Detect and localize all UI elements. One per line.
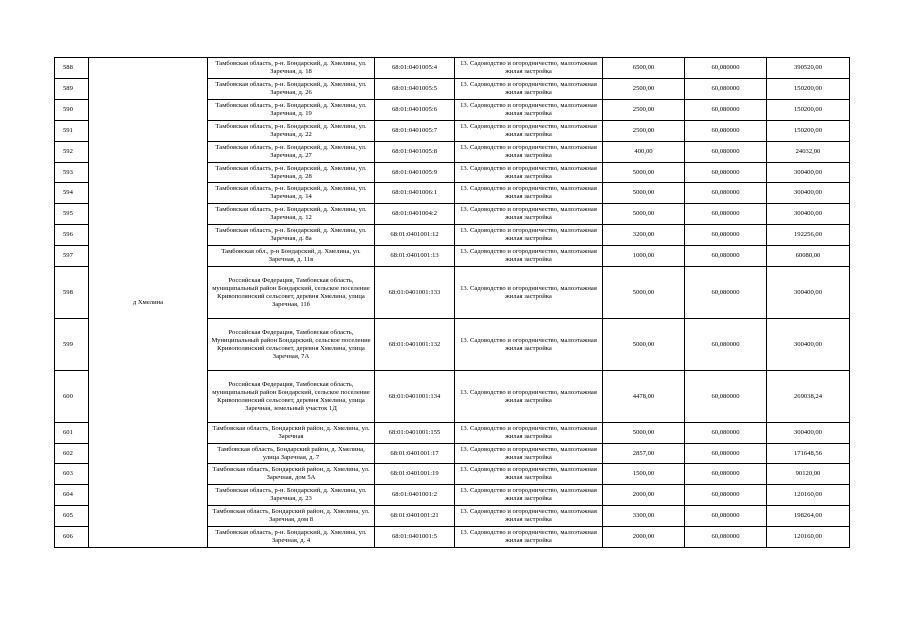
area-cell: 5000,00 — [603, 423, 685, 444]
area-cell: 5000,00 — [603, 163, 685, 183]
rate-cell: 60,080000 — [685, 319, 767, 371]
cadastral-value-cell: 300400,00 — [767, 423, 850, 444]
cadastral-value-cell: 300400,00 — [767, 163, 850, 183]
area-cell: 400,00 — [603, 142, 685, 163]
row-number: 601 — [55, 423, 89, 444]
cadastral-value-cell: 198264,00 — [767, 506, 850, 527]
row-number: 596 — [55, 225, 89, 246]
area-cell: 2000,00 — [603, 485, 685, 506]
row-number: 604 — [55, 485, 89, 506]
address-cell: Тамбовская область, р-н. Бондарский, д. Хмелина, ул. Заречная, д. 19 — [208, 100, 375, 121]
row-number: 589 — [55, 79, 89, 100]
rate-cell: 60,080000 — [685, 142, 767, 163]
area-cell: 5000,00 — [603, 319, 685, 371]
rate-cell: 60,080000 — [685, 163, 767, 183]
address-cell: Тамбовская область, р-н. Бондарский, д. Хмелина, ул. Заречная, д. 27 — [208, 142, 375, 163]
rate-cell: 60,080000 — [685, 121, 767, 142]
land-registry-table — [54, 57, 850, 548]
rate-cell: 60,080000 — [685, 527, 767, 548]
row-number: 598 — [55, 267, 89, 319]
rate-cell: 60,080000 — [685, 485, 767, 506]
land-use-cell: 13. Садоводство и огородничество, малоэтажная жилая застройка — [455, 58, 603, 79]
cadastral-number-cell: 68:01:0401001:133 — [375, 267, 455, 319]
rate-cell: 60,080000 — [685, 79, 767, 100]
cadastral-number-cell: 68:01:0401001:21 — [375, 506, 455, 527]
row-number: 590 — [55, 100, 89, 121]
cadastral-number-cell: 68:01:0401005:9 — [375, 163, 455, 183]
address-cell: Тамбовская область, р-н. Бондарский, д. Хмелина, ул. Заречная, д. 23 — [208, 485, 375, 506]
rate-cell: 60,080000 — [685, 464, 767, 485]
row-number: 588 — [55, 58, 89, 79]
row-number: 599 — [55, 319, 89, 371]
address-cell: Тамбовская область, Бондарский район, д. Хмелина, улица Заречная, д. 7 — [208, 444, 375, 464]
rate-cell: 60,080000 — [685, 204, 767, 225]
cadastral-number-cell: 68:01:0401006:1 — [375, 183, 455, 204]
area-cell: 2500,00 — [603, 121, 685, 142]
cadastral-number-cell: 68:01:0401004:2 — [375, 204, 455, 225]
cadastral-value-cell: 390520,00 — [767, 58, 850, 79]
cadastral-value-cell: 60080,00 — [767, 246, 850, 267]
area-cell: 6500,00 — [603, 58, 685, 79]
land-use-cell: 13. Садоводство и огородничество, малоэтажная жилая застройка — [455, 319, 603, 371]
cadastral-value-cell: 171648,56 — [767, 444, 850, 464]
cadastral-number-cell: 68:01:0401001:132 — [375, 319, 455, 371]
area-cell: 2000,00 — [603, 527, 685, 548]
address-cell: Тамбовская область, р-н. Бондарский, д. Хмелина, ул. Заречная, д. 8а — [208, 225, 375, 246]
rate-cell: 60,080000 — [685, 183, 767, 204]
land-use-cell: 13. Садоводство и огородничество, малоэтажная жилая застройка — [455, 142, 603, 163]
address-cell: Тамбовская область, р-н. Бондарский, д. Хмелина, ул. Заречная, д. 28 — [208, 163, 375, 183]
rate-cell: 60,080000 — [685, 267, 767, 319]
land-use-cell: 13. Садоводство и огородничество, малоэтажная жилая застройка — [455, 163, 603, 183]
area-cell: 5000,00 — [603, 204, 685, 225]
address-cell: Тамбовская обл., р-н Бондарский, д. Хмелина, ул. Заречная, д. 11в — [208, 246, 375, 267]
row-number: 603 — [55, 464, 89, 485]
area-cell: 5000,00 — [603, 183, 685, 204]
land-use-cell: 13. Садоводство и огородничество, малоэтажная жилая застройка — [455, 423, 603, 444]
rate-cell: 60,080000 — [685, 246, 767, 267]
row-number: 605 — [55, 506, 89, 527]
address-cell: Тамбовская область, р-н. Бондарский, д. Хмелина, ул. Заречная, д. 12 — [208, 204, 375, 225]
land-use-cell: 13. Садоводство и огородничество, малоэтажная жилая застройка — [455, 79, 603, 100]
land-use-cell: 13. Садоводство и огородничество, малоэтажная жилая застройка — [455, 527, 603, 548]
row-number: 594 — [55, 183, 89, 204]
area-cell: 5000,00 — [603, 267, 685, 319]
row-number: 597 — [55, 246, 89, 267]
address-cell: Тамбовская область, р-н. Бондарский, д. Хмелина, ул. Заречная, д. 14 — [208, 183, 375, 204]
land-use-cell: 13. Садоводство и огородничество, малоэтажная жилая застройка — [455, 464, 603, 485]
land-use-cell: 13. Садоводство и огородничество, малоэтажная жилая застройка — [455, 121, 603, 142]
address-cell: Тамбовская область, Бондарский район, д. Хмелина, ул. Заречная — [208, 423, 375, 444]
cadastral-value-cell: 120160,00 — [767, 485, 850, 506]
cadastral-value-cell: 300400,00 — [767, 319, 850, 371]
area-cell: 1500,00 — [603, 464, 685, 485]
cadastral-value-cell: 192256,00 — [767, 225, 850, 246]
row-number: 593 — [55, 163, 89, 183]
cadastral-number-cell: 68:01:0401001:2 — [375, 485, 455, 506]
address-cell: Тамбовская область, Бондарский район, д. Хмелина, ул. Заречная, дом 8 — [208, 506, 375, 527]
cadastral-number-cell: 68:01:0401005:7 — [375, 121, 455, 142]
rate-cell: 60,080000 — [685, 100, 767, 121]
cadastral-value-cell: 90120,00 — [767, 464, 850, 485]
rate-cell: 60,080000 — [685, 225, 767, 246]
cadastral-number-cell: 68:01:0401005:4 — [375, 58, 455, 79]
area-cell: 2500,00 — [603, 79, 685, 100]
land-use-cell: 13. Садоводство и огородничество, малоэтажная жилая застройка — [455, 444, 603, 464]
cadastral-value-cell: 150200,00 — [767, 121, 850, 142]
land-use-cell: 13. Садоводство и огородничество, малоэтажная жилая застройка — [455, 506, 603, 527]
row-number: 592 — [55, 142, 89, 163]
land-use-cell: 13. Садоводство и огородничество, малоэтажная жилая застройка — [455, 371, 603, 423]
locality-cell: д Хмелина — [89, 58, 208, 548]
cadastral-number-cell: 68:01:0401005:6 — [375, 100, 455, 121]
area-cell: 2857,00 — [603, 444, 685, 464]
cadastral-number-cell: 68:01:0401005:8 — [375, 142, 455, 163]
cadastral-number-cell: 68:01:0401001:134 — [375, 371, 455, 423]
row-number: 606 — [55, 527, 89, 548]
cadastral-value-cell: 150200,00 — [767, 79, 850, 100]
cadastral-number-cell: 68:01:0401001:17 — [375, 444, 455, 464]
address-cell: Российская Федерация, Тамбовская область, муниципальный район Бондарский, сельское поселение Кривополянский сельсовет, деревня Хмелина, улица Заречная, 11б — [208, 267, 375, 319]
address-cell: Тамбовская область, р-н. Бондарский, д. Хмелина, ул. Заречная, д. 22 — [208, 121, 375, 142]
land-use-cell: 13. Садоводство и огородничество, малоэтажная жилая застройка — [455, 485, 603, 506]
land-use-cell: 13. Садоводство и огородничество, малоэтажная жилая застройка — [455, 267, 603, 319]
land-use-cell: 13. Садоводство и огородничество, малоэтажная жилая застройка — [455, 100, 603, 121]
cadastral-number-cell: 68:01:0401001:19 — [375, 464, 455, 485]
area-cell: 3200,00 — [603, 225, 685, 246]
address-cell: Тамбовская область, р-н. Бондарский, д. Хмелина, ул. Заречная, д. 18 — [208, 58, 375, 79]
rate-cell: 60,080000 — [685, 371, 767, 423]
cadastral-number-cell: 68:01:0401001:5 — [375, 527, 455, 548]
address-cell: Тамбовская область, Бондарский район, д. Хмелина, ул. Заречная, дом 5А — [208, 464, 375, 485]
cadastral-value-cell: 150200,00 — [767, 100, 850, 121]
address-cell: Российская Федерация, Тамбовская область, муниципальный район Бондарский, сельское поселение Кривополянский сельсовет, деревня Хмелина, улица Заречная, земельный участок 1Д — [208, 371, 375, 423]
cadastral-number-cell: 68:01:0401001:13 — [375, 246, 455, 267]
address-cell: Тамбовская область, р-н. Бондарский, д. Хмелина, ул. Заречная, д. 4 — [208, 527, 375, 548]
cadastral-value-cell: 300400,00 — [767, 267, 850, 319]
area-cell: 1000,00 — [603, 246, 685, 267]
table-body — [55, 58, 850, 548]
address-cell: Российская Федерация, Тамбовская область, Муниципальный район Бондарский, сельское поселение Кривополянский сельсовет, деревня Хмелина, улица Заречная, 7А — [208, 319, 375, 371]
rate-cell: 60,080000 — [685, 423, 767, 444]
land-use-cell: 13. Садоводство и огородничество, малоэтажная жилая застройка — [455, 204, 603, 225]
cadastral-number-cell: 68:01:0401005:5 — [375, 79, 455, 100]
rate-cell: 60,080000 — [685, 444, 767, 464]
row-number: 602 — [55, 444, 89, 464]
row-number: 595 — [55, 204, 89, 225]
area-cell: 4478,00 — [603, 371, 685, 423]
cadastral-value-cell: 300400,00 — [767, 183, 850, 204]
area-cell: 3300,00 — [603, 506, 685, 527]
land-use-cell: 13. Садоводство и огородничество, малоэтажная жилая застройка — [455, 183, 603, 204]
rate-cell: 60,080000 — [685, 58, 767, 79]
cadastral-number-cell: 68:01:0401001:12 — [375, 225, 455, 246]
land-use-cell: 13. Садоводство и огородничество, малоэтажная жилая застройка — [455, 246, 603, 267]
land-use-cell: 13. Садоводство и огородничество, малоэтажная жилая застройка — [455, 225, 603, 246]
cadastral-value-cell: 269038,24 — [767, 371, 850, 423]
cadastral-value-cell: 120160,00 — [767, 527, 850, 548]
row-number: 591 — [55, 121, 89, 142]
cadastral-value-cell: 24032,00 — [767, 142, 850, 163]
cadastral-value-cell: 300400,00 — [767, 204, 850, 225]
row-number: 600 — [55, 371, 89, 423]
rate-cell: 60,080000 — [685, 506, 767, 527]
table-row — [55, 58, 850, 79]
address-cell: Тамбовская область, р-н. Бондарский, д. Хмелина, ул. Заречная, д. 26 — [208, 79, 375, 100]
area-cell: 2500,00 — [603, 100, 685, 121]
cadastral-number-cell: 68:01:0401001:155 — [375, 423, 455, 444]
